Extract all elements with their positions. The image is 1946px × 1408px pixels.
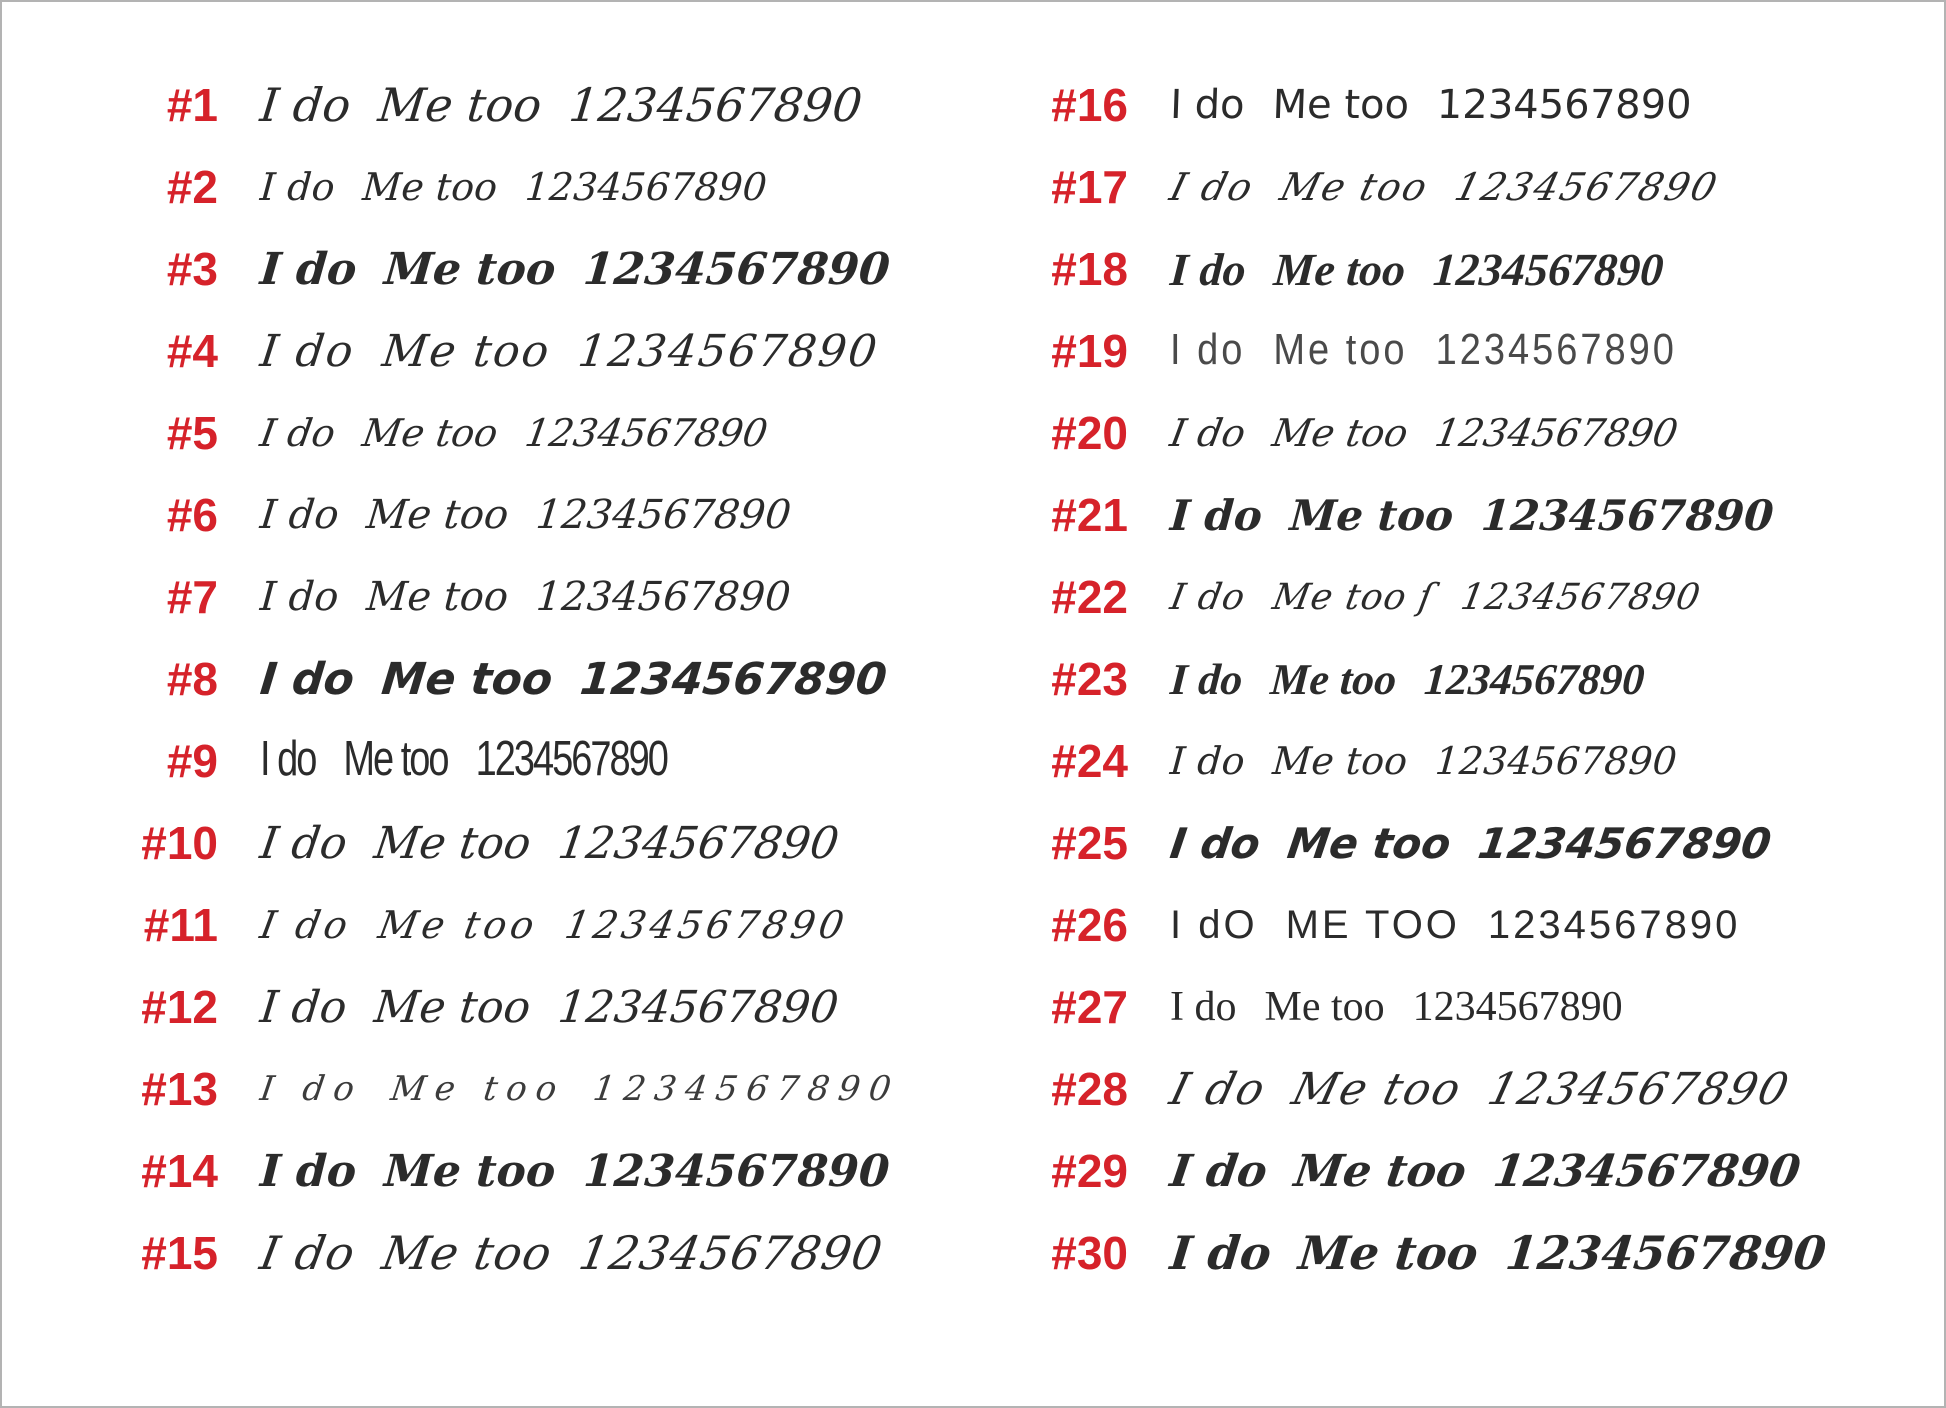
font-number-label: #30 bbox=[1051, 1227, 1128, 1279]
sample-i-do: I do bbox=[257, 817, 351, 869]
sample-i-do: I do bbox=[257, 981, 350, 1033]
sample-i-do: I do bbox=[1165, 165, 1259, 209]
font-sample-row bbox=[30, 64, 910, 146]
sample-digits: 1234567890 bbox=[561, 903, 852, 947]
font-sample-row bbox=[30, 638, 910, 720]
sample-me-too: Me too bbox=[1271, 739, 1409, 783]
sample-i-do: I do bbox=[257, 411, 339, 455]
sample-me-too: Me too bbox=[1275, 165, 1434, 209]
sample-me-too: Me too bbox=[1273, 325, 1408, 374]
font-sample-row bbox=[30, 474, 910, 556]
sample-i-do: I do bbox=[1168, 490, 1264, 540]
sample-i-do: I do bbox=[1169, 82, 1246, 128]
sample-digits: 1234567890 bbox=[1435, 325, 1677, 374]
font-sample-text bbox=[1167, 1146, 1803, 1197]
font-sample-row bbox=[30, 392, 910, 474]
font-sample-row bbox=[940, 638, 1920, 720]
sample-me-too: Me too bbox=[382, 1145, 557, 1197]
sample-i-do: I do bbox=[257, 653, 357, 705]
font-sample-row bbox=[940, 556, 1920, 638]
font-number-label: #27 bbox=[1051, 981, 1128, 1033]
font-number-label: #16 bbox=[1051, 79, 1128, 131]
font-sample-text bbox=[258, 1069, 903, 1109]
font-number-label: #3 bbox=[166, 243, 218, 295]
sample-i-do: I do bbox=[1167, 576, 1249, 618]
sample-me-too: Me too bbox=[1286, 1063, 1468, 1115]
font-number-label: #28 bbox=[1051, 1063, 1128, 1115]
font-number-label: #14 bbox=[141, 1145, 218, 1197]
sample-i-do: I do bbox=[1170, 984, 1237, 1030]
sample-digits: 1234567890 bbox=[533, 492, 794, 538]
sample-i-do: I do bbox=[1166, 411, 1249, 455]
font-number-label: #9 bbox=[166, 735, 218, 787]
font-sample-row bbox=[30, 720, 910, 802]
sample-digits: 1234567890 bbox=[1422, 654, 1647, 704]
font-number-label: #6 bbox=[166, 489, 218, 541]
sample-digits: 1234567890 bbox=[1457, 576, 1704, 618]
font-number-label: #29 bbox=[1051, 1145, 1128, 1197]
font-sample-text bbox=[257, 903, 851, 947]
sample-me-too: Me too bbox=[382, 243, 558, 295]
font-sample-text bbox=[1167, 819, 1774, 868]
sample-digits: 1234567890 bbox=[1502, 1226, 1829, 1280]
font-sample-text bbox=[1169, 739, 1679, 783]
sample-me-too: Me too bbox=[375, 903, 542, 947]
sample-me-too: Me too bbox=[1271, 243, 1408, 295]
sample-digits: 1234567890 bbox=[581, 1145, 891, 1197]
font-sample-row bbox=[940, 966, 1920, 1048]
font-sample-row bbox=[940, 1048, 1920, 1130]
font-sample-row bbox=[30, 802, 910, 884]
sample-i-do: I do bbox=[1168, 654, 1245, 704]
font-sample-text bbox=[258, 78, 865, 132]
sample-digits: 1234567890 bbox=[581, 243, 892, 295]
font-number-label: #5 bbox=[166, 407, 218, 459]
sample-digits: 1234567890 bbox=[554, 817, 843, 869]
sample-me-too: Me too bbox=[371, 817, 535, 869]
sample-digits: 1234567890 bbox=[1436, 82, 1693, 128]
font-number-label: #19 bbox=[1051, 325, 1128, 377]
font-sample-text bbox=[259, 165, 769, 209]
font-sample-text bbox=[1167, 411, 1681, 455]
sample-me-too: Me too bbox=[378, 1226, 557, 1280]
sample-i-do: I do bbox=[257, 325, 358, 377]
sample-digits: 1234567890 bbox=[577, 653, 890, 705]
sample-digits: 1234567890 bbox=[1490, 1145, 1804, 1197]
font-sample-text bbox=[1170, 903, 1740, 948]
sample-me-too: Me too bbox=[1284, 818, 1455, 868]
sample-i-do: I do bbox=[257, 1069, 366, 1109]
sample-i-do: I do bbox=[258, 243, 359, 295]
font-sample-text bbox=[1170, 983, 1623, 1031]
font-sample-row bbox=[940, 474, 1920, 556]
sample-digits: 1234567890 bbox=[590, 1069, 903, 1109]
sample-me-too: Me too bbox=[364, 574, 510, 620]
sample-me-too: Me too ſ bbox=[1269, 576, 1437, 618]
font-sample-text bbox=[1168, 1226, 1829, 1280]
sample-me-too: Me too bbox=[1291, 1145, 1470, 1197]
sample-i-do: I do bbox=[256, 1226, 360, 1280]
sample-me-too: Me too bbox=[1288, 490, 1455, 540]
font-sample-text bbox=[1165, 1064, 1795, 1115]
sample-i-do: I do bbox=[258, 574, 341, 620]
sample-me-too: Me too bbox=[379, 325, 554, 377]
font-number-label: #23 bbox=[1051, 653, 1128, 705]
sample-digits: 1234567890 bbox=[475, 731, 667, 787]
font-sample-row bbox=[940, 64, 1920, 146]
font-number-label: #21 bbox=[1051, 489, 1128, 541]
sample-digits: 1234567890 bbox=[1482, 1063, 1796, 1115]
sample-me-too: Me too bbox=[343, 731, 448, 787]
sample-i-do: I do bbox=[1168, 739, 1247, 783]
font-sample-row bbox=[30, 310, 910, 392]
font-number-label: #24 bbox=[1051, 735, 1128, 787]
sample-me-too: Me too bbox=[361, 165, 499, 209]
font-sample-text bbox=[257, 326, 881, 377]
sample-digits: 1234567890 bbox=[1431, 243, 1666, 295]
font-number-label: #17 bbox=[1051, 161, 1128, 213]
font-sample-text bbox=[258, 244, 892, 295]
sample-digits: 1234567890 bbox=[555, 981, 841, 1033]
sample-digits: 1234567890 bbox=[522, 411, 771, 455]
sample-digits: 1234567890 bbox=[1450, 165, 1724, 209]
sample-digits: 1234567890 bbox=[574, 1226, 888, 1280]
font-sample-row bbox=[30, 1130, 910, 1212]
sample-me-too: Me too bbox=[379, 653, 556, 705]
font-sample-text bbox=[256, 1226, 887, 1280]
font-sample-row bbox=[30, 146, 910, 228]
font-sample-text bbox=[1167, 577, 1704, 618]
font-sample-row bbox=[30, 966, 910, 1048]
sample-i-do: I do bbox=[260, 731, 316, 787]
sample-me-too: Me too bbox=[1271, 82, 1410, 128]
font-sample-row bbox=[940, 228, 1920, 310]
font-number-label: #18 bbox=[1051, 243, 1128, 295]
font-sample-text bbox=[1170, 326, 1677, 375]
font-sample-row bbox=[940, 310, 1920, 392]
font-sample-text bbox=[259, 574, 793, 620]
sample-digits: 1234567890 bbox=[575, 325, 882, 377]
sample-me-too: Me too bbox=[388, 1069, 569, 1109]
sample-i-do: I do bbox=[256, 903, 355, 947]
sample-me-too: Me too bbox=[364, 492, 511, 538]
sample-i-do: I dO bbox=[1170, 902, 1258, 947]
font-sample-row bbox=[940, 802, 1920, 884]
font-sample-row bbox=[940, 1130, 1920, 1212]
font-number-label: #10 bbox=[141, 817, 218, 869]
sample-i-do: I do bbox=[258, 165, 337, 209]
font-sample-text bbox=[259, 1146, 891, 1197]
sample-me-too: Me too bbox=[375, 78, 545, 132]
font-number-label: #2 bbox=[166, 161, 218, 213]
font-number-label: #1 bbox=[166, 79, 218, 131]
font-number-label: #8 bbox=[166, 653, 218, 705]
sample-i-do: I do bbox=[1170, 325, 1246, 374]
font-number-label: #22 bbox=[1051, 571, 1128, 623]
font-sample-text bbox=[1169, 243, 1666, 296]
font-sample-row bbox=[30, 884, 910, 966]
sample-me-too: Me too bbox=[1264, 984, 1385, 1030]
sample-i-do: I do bbox=[257, 78, 354, 132]
font-sample-row bbox=[30, 556, 910, 638]
font-number-label: #12 bbox=[141, 981, 218, 1033]
sample-i-do: I do bbox=[258, 1145, 358, 1197]
font-sample-row bbox=[940, 392, 1920, 474]
font-number-label: #20 bbox=[1051, 407, 1128, 459]
font-sample-text bbox=[258, 492, 793, 538]
font-sample-row bbox=[940, 146, 1920, 228]
sample-i-do: I do bbox=[1167, 818, 1264, 868]
font-samples-column-right bbox=[940, 64, 1920, 1294]
font-sample-text bbox=[258, 982, 841, 1033]
sample-me-too: Me too bbox=[1268, 654, 1399, 704]
font-sample-text bbox=[1169, 654, 1647, 705]
font-number-label: #4 bbox=[166, 325, 218, 377]
sample-i-do: I do bbox=[1167, 1226, 1274, 1280]
sample-me-too: Me too bbox=[371, 981, 533, 1033]
font-sample-row bbox=[30, 228, 910, 310]
sample-digits: 1234567890 bbox=[1479, 490, 1776, 540]
sample-digits: 1234567890 bbox=[1433, 739, 1679, 783]
font-sample-row bbox=[940, 1212, 1920, 1294]
sample-digits: 1234567890 bbox=[1412, 984, 1623, 1030]
font-sample-text bbox=[1169, 491, 1776, 540]
sample-digits: 1234567890 bbox=[1475, 818, 1775, 868]
font-sample-row bbox=[940, 720, 1920, 802]
font-sample-text bbox=[260, 732, 667, 788]
font-sample-text bbox=[257, 411, 771, 455]
sample-i-do: I do bbox=[1164, 1063, 1272, 1115]
font-sample-row bbox=[30, 1048, 910, 1130]
font-number-label: #13 bbox=[141, 1063, 218, 1115]
font-number-label: #7 bbox=[166, 571, 218, 623]
font-samples-column-left bbox=[30, 64, 910, 1294]
sample-me-too: Me too bbox=[1296, 1226, 1481, 1280]
font-number-label: #25 bbox=[1051, 817, 1128, 869]
sample-i-do: I do bbox=[258, 492, 342, 538]
font-number-label: #11 bbox=[143, 899, 218, 951]
font-sample-text bbox=[258, 654, 889, 705]
sample-digits: 1234567890 bbox=[566, 78, 865, 132]
font-number-label: #26 bbox=[1051, 899, 1128, 951]
sample-me-too: Me too bbox=[359, 411, 501, 455]
sample-digits: 1234567890 bbox=[523, 165, 769, 209]
sample-digits: 1234567890 bbox=[1487, 902, 1741, 947]
sample-digits: 1234567890 bbox=[534, 574, 793, 620]
sample-digits: 1234567890 bbox=[1431, 411, 1682, 455]
sample-i-do: I do bbox=[1168, 243, 1248, 295]
sample-me-too: Me too bbox=[1269, 411, 1412, 455]
font-sample-row bbox=[940, 884, 1920, 966]
font-sample-text bbox=[1166, 165, 1724, 209]
font-number-label: #15 bbox=[141, 1227, 218, 1279]
sample-i-do: I do bbox=[1167, 1145, 1271, 1197]
font-sample-text bbox=[1169, 82, 1692, 128]
sample-me-too: ME TOO bbox=[1285, 902, 1460, 947]
font-sample-text bbox=[257, 818, 842, 869]
font-sample-row bbox=[30, 1212, 910, 1294]
